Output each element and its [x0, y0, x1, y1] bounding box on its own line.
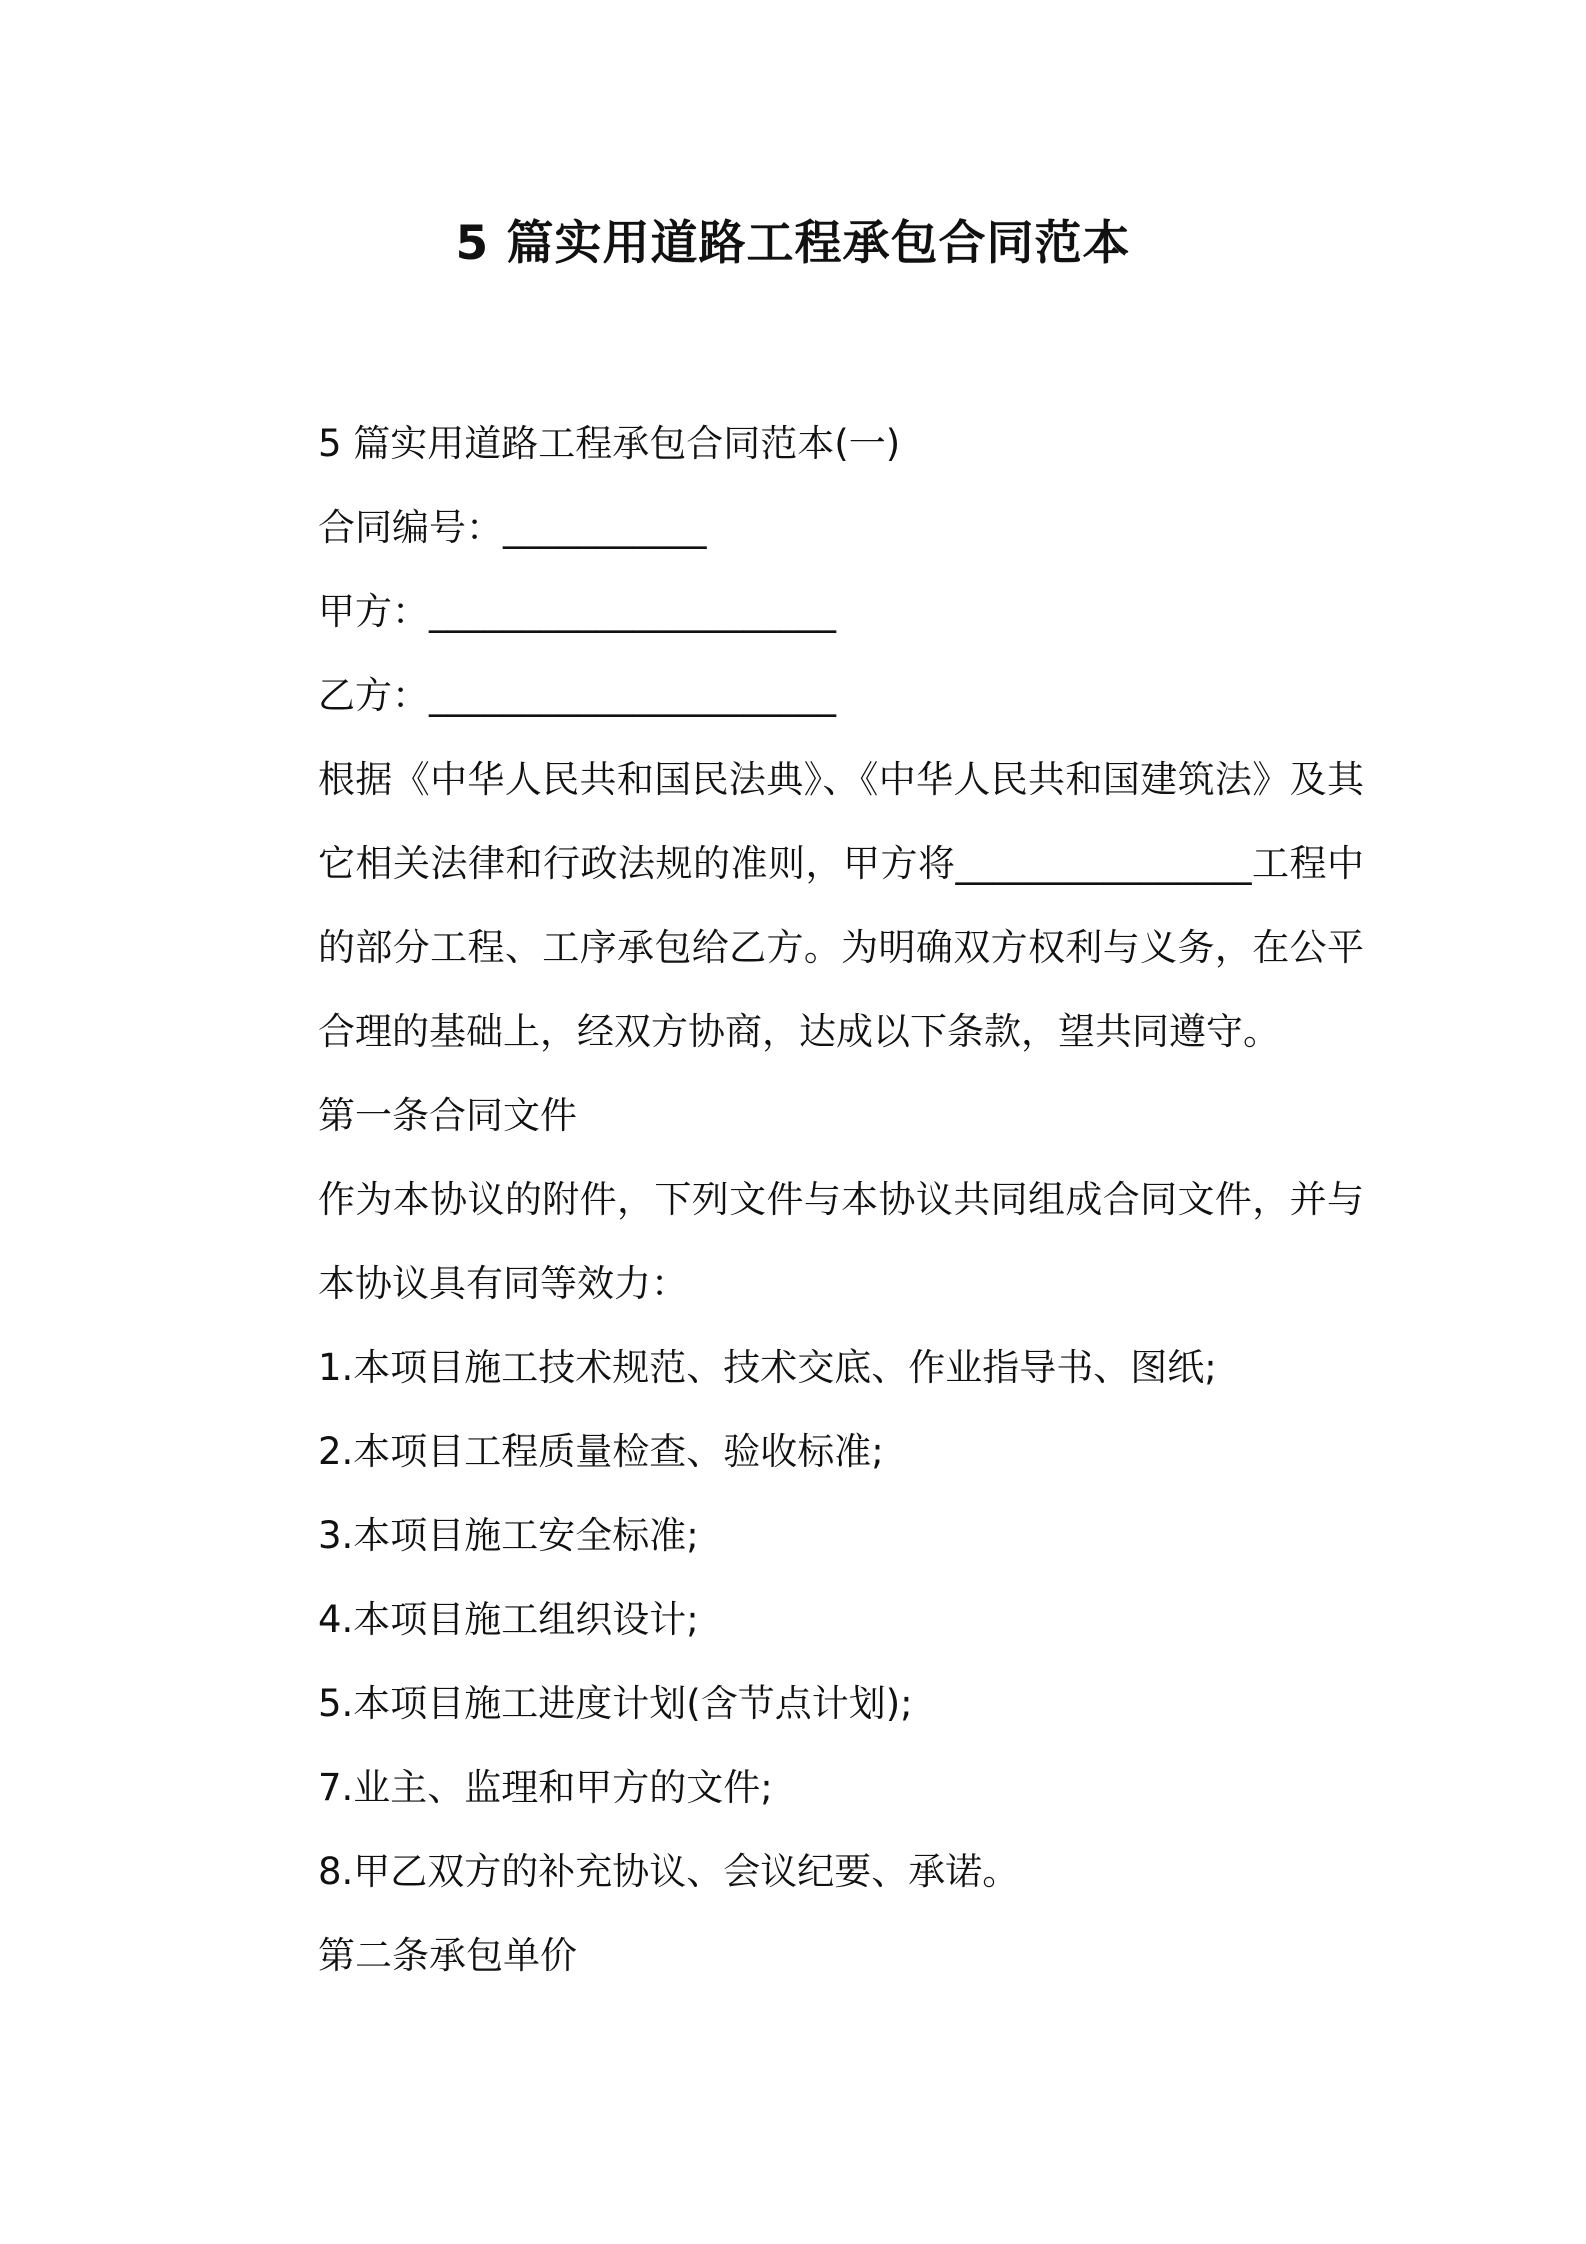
- document-title: 5 篇实用道路工程承包合同范本: [455, 216, 1131, 271]
- list-item: 5.本项目施工进度计划(含节点计划);: [318, 1682, 913, 1725]
- list-item: 4.本项目施工组织设计;: [318, 1598, 699, 1641]
- list-item: 2.本项目工程质量检查、验收标准;: [318, 1430, 884, 1473]
- contract-number-line: 合同编号：___________: [318, 506, 707, 549]
- list-item: 7.业主、监理和甲方的文件;: [318, 1766, 773, 1809]
- list-item: 8.甲乙双方的补充协议、会议纪要、承诺。: [318, 1850, 1020, 1893]
- document-body: [244, 402, 1364, 1998]
- list-item: 1.本项目施工技术规范、技术交底、作业指导书、图纸;: [318, 1346, 1217, 1389]
- article-paragraph: 作为本协议的附件，下列文件与本协议共同组成合同文件，并与本协议具有同等效力：: [318, 1178, 1364, 1305]
- section-heading: 5 篇实用道路工程承包合同范本(一): [318, 422, 901, 465]
- article-heading: 第一条合同文件: [318, 1094, 577, 1137]
- party-b-line: 乙方：______________________: [318, 674, 836, 717]
- preamble-paragraph: 根据《中华人民共和国民法典》、《中华人民共和国建筑法》及其它相关法律和行政法规的准则，甲方将________________工程中的部分工程、工序承包给乙方。为明确双方权利与义务，在公平合理的基础上，经双方协商，达成以下条款，望共同遵守。: [318, 758, 1364, 1053]
- article-heading: 第二条承包单价: [318, 1934, 577, 1977]
- party-a-line: 甲方：______________________: [318, 590, 836, 633]
- list-item: 3.本项目施工安全标准;: [318, 1514, 699, 1557]
